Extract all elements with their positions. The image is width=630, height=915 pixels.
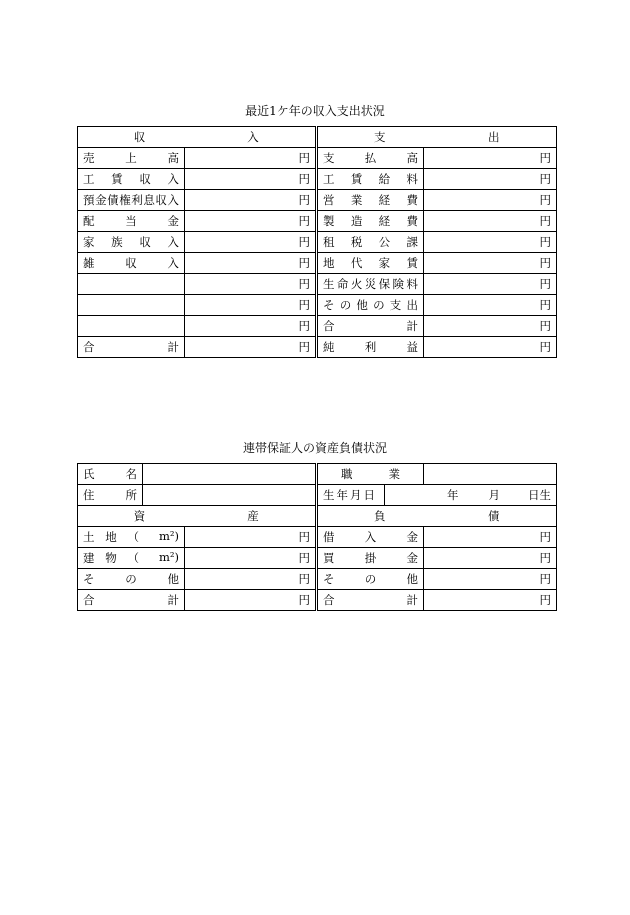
table-row <box>78 527 557 548</box>
birth-month-label: 月 <box>488 488 500 502</box>
income-item-label: 工 賃 収 入 <box>78 169 185 190</box>
table-row <box>78 253 557 274</box>
income-item-label <box>78 274 185 295</box>
table-row <box>78 148 557 169</box>
income-item-label: 売 上 高 <box>78 148 185 169</box>
income-item-label: 預 金 債 権 利 息 収 入 <box>78 190 185 211</box>
liability-item-label: 買 掛 金 <box>317 548 424 569</box>
table-row <box>78 190 557 211</box>
income-amount-field[interactable]: 円 <box>185 190 317 211</box>
expense-item-label: 工 賃 給 料 <box>317 169 424 190</box>
expense-amount-field[interactable]: 円 <box>424 232 557 253</box>
income-amount-field[interactable]: 円 <box>185 274 317 295</box>
liability-amount-field[interactable]: 円 <box>424 590 557 611</box>
table-row <box>78 232 557 253</box>
name-field[interactable] <box>143 464 317 485</box>
expense-amount-field[interactable]: 円 <box>424 253 557 274</box>
income-item-label: 合 計 <box>78 337 185 358</box>
income-amount-field[interactable]: 円 <box>185 337 317 358</box>
table-row <box>78 590 557 611</box>
asset-amount-field[interactable]: 円 <box>185 569 317 590</box>
income-amount-field[interactable]: 円 <box>185 316 317 337</box>
liability-amount-field[interactable]: 円 <box>424 548 557 569</box>
expense-amount-field[interactable]: 円 <box>424 169 557 190</box>
asset-item-label: 建 物 （ m²) <box>78 548 185 569</box>
expense-item-label: 営 業 経 費 <box>317 190 424 211</box>
table-row <box>78 569 557 590</box>
name-label <box>78 464 143 485</box>
birthdate-label-text: 生年月日 <box>323 488 377 502</box>
expense-header <box>317 127 557 148</box>
birth-day-label: 日生 <box>528 488 551 502</box>
expense-item-label: 支 払 高 <box>317 148 424 169</box>
income-header <box>78 127 317 148</box>
occupation-field[interactable] <box>424 464 557 485</box>
table-row <box>78 548 557 569</box>
table-row <box>78 337 557 358</box>
assets-header <box>78 506 317 527</box>
expense-item-label: 租 税 公 課 <box>317 232 424 253</box>
guarantor-address-row <box>78 485 557 506</box>
income-item-label <box>78 295 185 316</box>
income-amount-field[interactable]: 円 <box>185 295 317 316</box>
birth-year-label: 年 <box>447 488 459 502</box>
area-unit: m²) <box>158 529 179 543</box>
table-header-row <box>78 127 557 148</box>
table-row <box>78 169 557 190</box>
name-label-text: 氏 名 <box>83 467 137 481</box>
occupation-label <box>317 464 424 485</box>
income-item-label: 配 当 金 <box>78 211 185 232</box>
expense-header-label: 支 出 <box>374 130 500 144</box>
guarantor-title: 連帯保証人の資産負債状況 <box>242 441 387 455</box>
birthdate-label <box>317 485 385 506</box>
expense-item-label: 合 計 <box>317 316 424 337</box>
table-row <box>78 211 557 232</box>
liability-item-label: そ の 他 <box>317 569 424 590</box>
assets-header-label: 資 産 <box>133 509 260 523</box>
income-item-label: 家 族 収 入 <box>78 232 185 253</box>
income-amount-field[interactable]: 円 <box>185 253 317 274</box>
table-row <box>78 316 557 337</box>
income-amount-field[interactable]: 円 <box>185 148 317 169</box>
income-expense-title: 最近1ケ年の収入支出状況 <box>245 104 385 118</box>
liabilities-header-label: 負 債 <box>374 509 500 523</box>
asset-amount-field[interactable]: 円 <box>185 548 317 569</box>
asset-item-label: そ の 他 <box>78 569 185 590</box>
table-row <box>78 295 557 316</box>
expense-item-label: 生 命 火 災 保 険 料 <box>317 274 424 295</box>
liability-amount-field[interactable]: 円 <box>424 569 557 590</box>
address-label <box>78 485 143 506</box>
guarantor-asset-table <box>77 463 557 611</box>
income-expense-table <box>77 126 557 358</box>
expense-amount-field[interactable]: 円 <box>424 316 557 337</box>
expense-item-label: 地 代 家 賃 <box>317 253 424 274</box>
liability-item-label: 借 入 金 <box>317 527 424 548</box>
asset-amount-field[interactable]: 円 <box>185 527 317 548</box>
liabilities-header <box>317 506 557 527</box>
income-amount-field[interactable]: 円 <box>185 232 317 253</box>
expense-amount-field[interactable]: 円 <box>424 274 557 295</box>
expense-amount-field[interactable]: 円 <box>424 190 557 211</box>
birthdate-field[interactable] <box>385 485 557 506</box>
income-amount-field[interactable]: 円 <box>185 211 317 232</box>
income-header-label: 収 入 <box>133 130 260 144</box>
area-unit: m²) <box>158 550 179 564</box>
expense-item-label: 純 利 益 <box>317 337 424 358</box>
expense-item-label: そ の 他 の 支 出 <box>317 295 424 316</box>
expense-amount-field[interactable]: 円 <box>424 148 557 169</box>
asset-item-label: 土 地 （ m²) <box>78 527 185 548</box>
income-item-label: 雑 収 入 <box>78 253 185 274</box>
assets-header-row <box>78 506 557 527</box>
occupation-label-text: 職 業 <box>341 467 400 481</box>
expense-item-label: 製 造 経 費 <box>317 211 424 232</box>
expense-amount-field[interactable]: 円 <box>424 337 557 358</box>
guarantor-name-row <box>78 464 557 485</box>
address-label-text: 住 所 <box>83 488 137 502</box>
table-row <box>78 274 557 295</box>
liability-item-label: 合 計 <box>317 590 424 611</box>
liability-amount-field[interactable]: 円 <box>424 527 557 548</box>
asset-amount-field[interactable]: 円 <box>185 590 317 611</box>
asset-item-label: 合 計 <box>78 590 185 611</box>
expense-amount-field[interactable]: 円 <box>424 295 557 316</box>
address-field[interactable] <box>143 485 317 506</box>
expense-amount-field[interactable]: 円 <box>424 211 557 232</box>
income-item-label <box>78 316 185 337</box>
income-amount-field[interactable]: 円 <box>185 169 317 190</box>
